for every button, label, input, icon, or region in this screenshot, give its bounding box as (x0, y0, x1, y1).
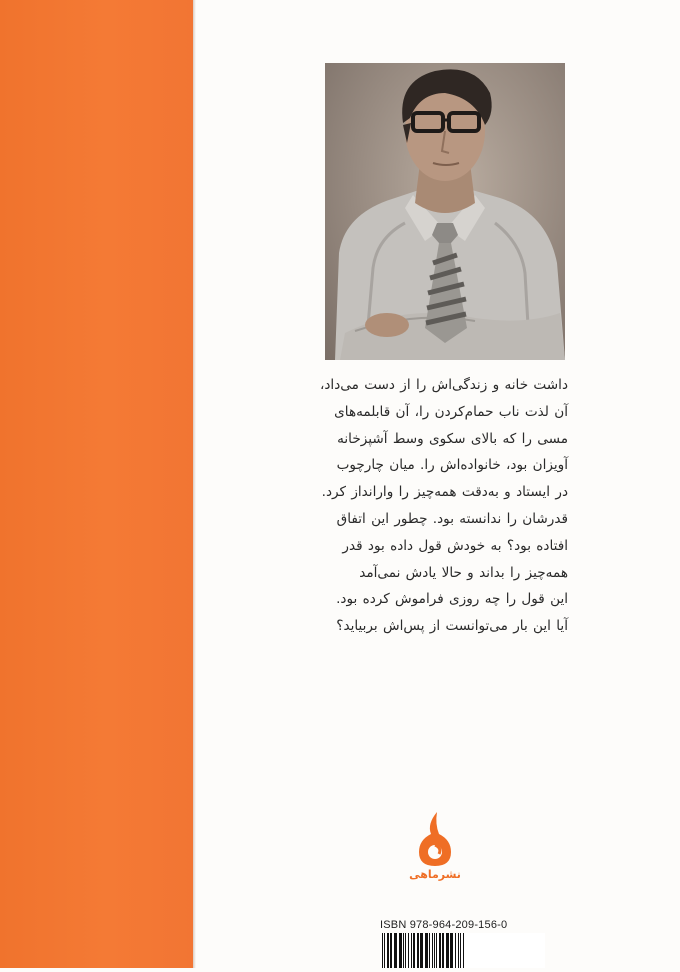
barcode-bar (425, 933, 428, 968)
barcode-bar (390, 933, 392, 968)
barcode-bar (442, 933, 444, 968)
isbn-text: ISBN 978-964-209-156-0 (380, 919, 508, 931)
barcode-bar (432, 933, 433, 968)
barcode-bar (413, 933, 415, 968)
barcode-bar (455, 933, 456, 968)
publisher-name: نشرماهی (409, 868, 461, 881)
barcode-bar (460, 933, 461, 968)
blurb-line: قدرشان را ندانسته بود. چطور این اتفاق (336, 510, 568, 527)
spine-shadow (193, 0, 196, 968)
barcode-bar (420, 933, 423, 968)
barcode-bar (387, 933, 389, 968)
barcode-bar (384, 933, 385, 968)
barcode-bar (411, 933, 412, 968)
blurb-line: در ایستاد و به‌دقت همه‌چیز را وارانداز کرد. (321, 484, 568, 501)
barcode-bar (408, 933, 409, 968)
blurb-line: آیا این بار می‌توانست از پس‌اش بربیاید؟ (336, 618, 568, 635)
barcode-bar (439, 933, 441, 968)
blurb-line: آویزان بود، خانواده‌اش را. میان چارچوب (336, 457, 568, 474)
blurb-line: مسی را که بالای سکوی وسط آشپزخانه (337, 430, 568, 447)
barcode (380, 933, 545, 968)
portrait-man-glasses-tie-icon (325, 63, 565, 360)
blurb-line: این قول را چه روزی فراموش کرده بود. (336, 591, 568, 608)
blurb-line: داشت خانه و زندگی‌اش را از دست می‌داد، (319, 377, 568, 393)
blurb-line: افتاده بود؟ به خودش قول داده بود قدر (342, 537, 568, 554)
barcode-bar (463, 933, 464, 968)
barcode-bar (458, 933, 459, 968)
barcode-bar (436, 933, 437, 968)
barcode-bar (399, 933, 402, 968)
barcode-bar (434, 933, 435, 968)
barcode-bar (382, 933, 383, 968)
barcode-bar (417, 933, 419, 968)
barcode-bar (403, 933, 404, 968)
barcode-bar (405, 933, 406, 968)
back-cover-blurb (318, 372, 568, 640)
blurb-line: همه‌چیز را بداند و حالا یادش نمی‌آمد (359, 564, 568, 581)
author-photo (325, 63, 565, 360)
barcode-bar (429, 933, 430, 968)
barcode-bar (394, 933, 397, 968)
barcode-bar (446, 933, 449, 968)
orange-spine (0, 0, 193, 968)
barcode-bar (450, 933, 453, 968)
blurb-line: آن لذت ناب حمام‌کردن را، آن قابلمه‌های (334, 403, 568, 420)
